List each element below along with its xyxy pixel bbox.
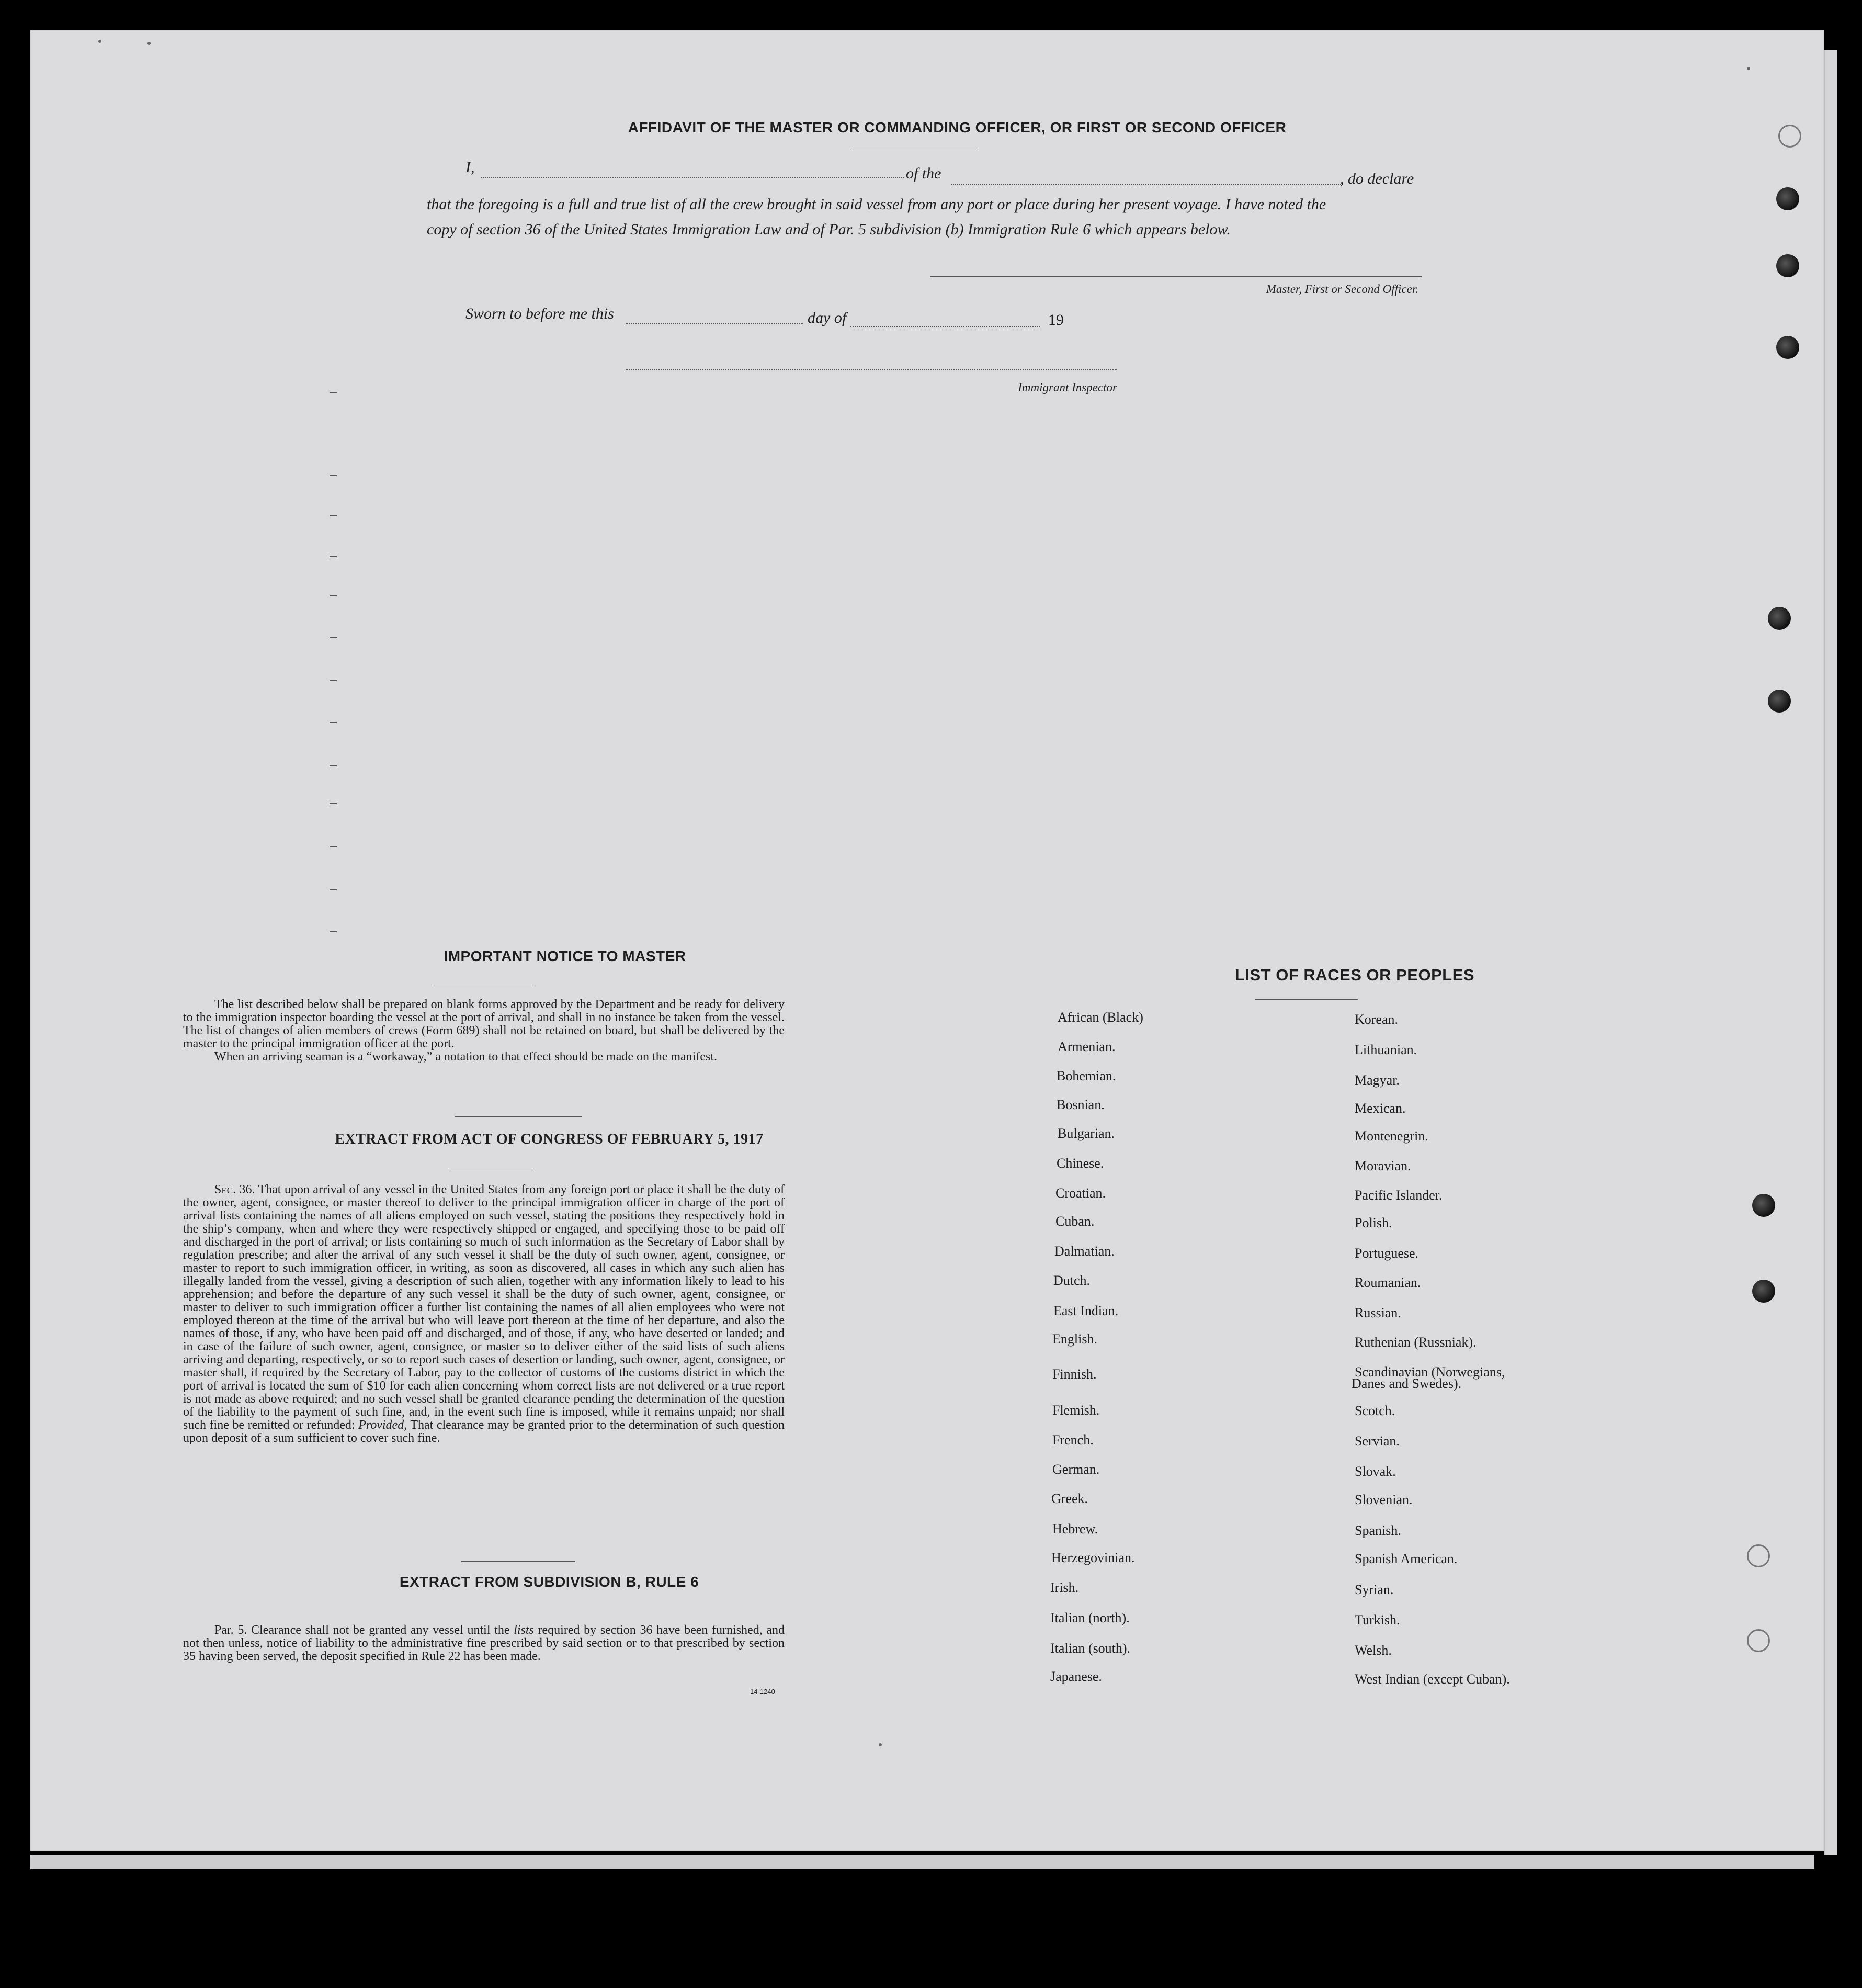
provided-word: Provided,	[358, 1418, 407, 1432]
act-body	[183, 1183, 785, 1445]
margin-tick	[330, 846, 337, 847]
race-item: Syrian.	[1355, 1582, 1394, 1597]
race-item: Welsh.	[1355, 1643, 1392, 1658]
rule-title: EXTRACT FROM SUBDIVISION B, RULE 6	[399, 1574, 699, 1590]
master-signature-line[interactable]	[930, 276, 1422, 277]
race-item: English.	[1052, 1331, 1097, 1347]
race-item: Herzegovinian.	[1051, 1550, 1135, 1565]
inspector-signature-line[interactable]	[626, 369, 1117, 370]
margin-tick	[330, 722, 337, 723]
affidavit-line-3: copy of section 36 of the United States Immigration Law and of Par. 5 subdivision (b) Immigration Rule 6 which appears below.	[427, 221, 1231, 238]
binder-hole	[1778, 125, 1801, 148]
margin-tick	[330, 931, 337, 932]
race-item: Slovak.	[1355, 1464, 1396, 1479]
binder-hole	[1747, 1629, 1770, 1652]
margin-tick	[330, 889, 337, 890]
race-item: Portuguese.	[1355, 1246, 1419, 1261]
margin-tick	[330, 392, 337, 393]
act-text: That upon arrival of any vessel in the United States from any foreign port or place it shall be the duty of the owner, agent, consignee, or master thereof to deliver to the principal immigration officer in charge of the port of arrival lists containing the names of all aliens employed on such vessel, stating the positions they respectively hold in the ship’s company, when and where they were respectively shipped or engaged, and specifying those to be paid off and discharged in the port of arrival; or lists containing so much of such information as the Secretary of Labor shall by regulation prescribe; and after the arrival of any such vessel it shall be the duty of such owner, agent, consignee, or master to report to such immigration officer, in writing, as soon as discovered, all cases in which any such alien has illegally landed from the vessel, giving a description of such alien, together with any information likely to lead to his apprehension; and before the departure of any such vessel it shall be the duty of such owner, agent, consignee, or master to deliver to such immigration officer a further list containing the names of all alien employees who were not employed thereon at the time of the arrival but who will leave port thereon at the time of her departure, and also the names of those, if any, who have been paid off and discharged, and of those, if any, who have deserted or landed; and in case of the failure of such owner, agent, consignee, or master so to deliver either of the said lists of such aliens arriving and departing, respectively, or so to report such cases of desertion or landing, such owner, agent, consignee, or master shall, if required by the Secretary of Labor, pay to the collector of customs of the customs district in which the port of arrival is located the sum of $10 for each alien concerning whom correct lists are not delivered or a true report is not made as above required; and no such vessel shall be granted clearance pending the determination of the question of the liability to the payment of such fine, and, in the event such fine is imposed, while it remains unpaid; nor shall such fine be remitted or refunded:	[183, 1183, 785, 1432]
race-item: Roumanian.	[1355, 1275, 1421, 1290]
race-item: African (Black)	[1058, 1010, 1143, 1025]
margin-tick	[330, 637, 337, 638]
page-bottom-edge	[30, 1855, 1814, 1869]
race-item: Scandinavian (Norwegians,	[1355, 1364, 1505, 1380]
race-item: Montenegrin.	[1355, 1128, 1428, 1144]
binder-hole	[1768, 690, 1791, 713]
race-item: Lithuanian.	[1355, 1042, 1417, 1057]
margin-tick	[330, 515, 337, 516]
margin-tick	[330, 556, 337, 557]
race-item: Irish.	[1050, 1580, 1079, 1595]
name-field-line[interactable]	[481, 177, 904, 178]
race-item: West Indian (except Cuban).	[1355, 1671, 1510, 1687]
race-item: Spanish American.	[1355, 1551, 1458, 1566]
rule-body	[183, 1624, 785, 1663]
race-item: Italian (south).	[1050, 1641, 1131, 1656]
notice-paragraph-1: The list described below shall be prepared on blank forms approved by the Department and be ready for delivery to the immigration inspector boarding the vessel at the port of arrival, and shall in no instance be taken from the vessel. The list of changes of alien members of crews (Form 689) shall not be retained on board, but shall be delivered by the master to the principal immigration officer at the port.	[183, 998, 785, 1051]
race-item: German.	[1052, 1462, 1100, 1477]
binder-hole	[1747, 1544, 1770, 1567]
affidavit-of-the-label: of the	[906, 165, 941, 182]
race-item: French.	[1052, 1432, 1094, 1448]
master-caption: Master, First or Second Officer.	[1266, 283, 1418, 296]
sworn-label: Sworn to before me this	[466, 305, 614, 322]
race-item: Moravian.	[1355, 1158, 1411, 1173]
race-item: Finnish.	[1052, 1366, 1097, 1382]
lists-word: lists	[514, 1623, 534, 1637]
race-item: Magyar.	[1355, 1072, 1400, 1088]
race-item: Cuban.	[1055, 1214, 1095, 1229]
section-divider	[455, 1116, 582, 1117]
notice-title: IMPORTANT NOTICE TO MASTER	[444, 948, 686, 964]
notice-body	[183, 998, 785, 1064]
scan-speck	[98, 40, 101, 43]
race-item: Servian.	[1355, 1433, 1400, 1449]
sworn-day-line[interactable]	[626, 323, 803, 324]
margin-tick	[330, 595, 337, 596]
race-item-continuation: Danes and Swedes).	[1352, 1376, 1462, 1391]
scan-speck	[1747, 67, 1750, 70]
race-item: Russian.	[1355, 1305, 1401, 1320]
race-item: Spanish.	[1355, 1523, 1401, 1538]
sworn-month-line[interactable]	[850, 326, 1040, 327]
race-item: Flemish.	[1052, 1403, 1100, 1418]
act-title: EXTRACT FROM ACT OF CONGRESS OF FEBRUARY 5, 1917	[335, 1131, 764, 1147]
race-item: Dalmatian.	[1054, 1244, 1115, 1259]
section-label: Sec. 36.	[214, 1183, 255, 1196]
races-underline	[1255, 999, 1358, 1000]
rule-text-b: required by section 36 have been furnished, and not then unless, notice of liability to the administrative fine prescribed by said section or to that prescribed by section 35 having been served, the deposit specified in Rule 22 has been made.	[183, 1623, 785, 1663]
binder-hole	[1776, 336, 1799, 359]
vessel-field-line[interactable]	[951, 184, 1343, 185]
section-divider	[461, 1561, 575, 1562]
year-label: 19	[1048, 311, 1064, 329]
race-item: Chinese.	[1057, 1156, 1104, 1171]
affidavit-i-label: I,	[466, 159, 475, 176]
binder-hole	[1752, 1194, 1775, 1217]
act-text-end: That clearance may be granted prior to the determination of such question upon deposit of a sum sufficient to cover such fine.	[183, 1418, 785, 1445]
form-number: 14-1240	[750, 1688, 775, 1696]
race-item: Ruthenian (Russniak).	[1355, 1335, 1477, 1350]
scan-speck	[879, 1743, 882, 1746]
act-paragraph	[183, 1183, 785, 1445]
race-item: Pacific Islander.	[1355, 1188, 1443, 1203]
affidavit-title: AFFIDAVIT OF THE MASTER OR COMMANDING OFFICER, OR FIRST OR SECOND OFFICER	[628, 119, 1287, 135]
rule-paragraph	[183, 1624, 785, 1663]
scan-speck	[147, 42, 151, 45]
notice-paragraph-2: When an arriving seaman is a “workaway,” a notation to that effect should be made on the manifest.	[214, 1050, 717, 1064]
race-item: Mexican.	[1355, 1101, 1406, 1116]
race-item: Bulgarian.	[1058, 1126, 1115, 1141]
race-item: Bohemian.	[1057, 1068, 1116, 1083]
rule-text-a: Par. 5. Clearance shall not be granted any vessel until the	[214, 1623, 510, 1637]
margin-tick	[330, 765, 337, 766]
binder-hole	[1776, 187, 1799, 210]
inspector-caption: Immigrant Inspector	[1018, 381, 1117, 394]
affidavit-line-2: that the foregoing is a full and true list of all the crew brought in said vessel from any port or place during her present voyage. I have noted the	[427, 196, 1326, 213]
race-item: Polish.	[1355, 1215, 1392, 1230]
margin-tick	[330, 803, 337, 804]
race-item: Armenian.	[1058, 1039, 1116, 1054]
race-item: Japanese.	[1050, 1669, 1102, 1684]
race-item: Dutch.	[1053, 1273, 1091, 1288]
race-item: Croatian.	[1055, 1185, 1106, 1201]
race-item: Scotch.	[1355, 1403, 1395, 1418]
race-item: East Indian.	[1053, 1303, 1119, 1318]
day-of-label: day of	[808, 309, 847, 326]
binder-strip	[1824, 50, 1837, 1855]
race-item: Turkish.	[1355, 1612, 1400, 1628]
races-title: LIST OF RACES OR PEOPLES	[1234, 966, 1475, 984]
binder-hole	[1752, 1280, 1775, 1303]
margin-tick	[330, 475, 337, 476]
binder-hole	[1776, 254, 1799, 277]
race-item: Korean.	[1355, 1012, 1399, 1027]
race-item: Slovenian.	[1355, 1492, 1413, 1507]
margin-tick	[330, 680, 337, 681]
race-item: Greek.	[1051, 1491, 1088, 1506]
race-item: Italian (north).	[1050, 1610, 1130, 1625]
race-item: Bosnian.	[1057, 1097, 1105, 1112]
race-item: Hebrew.	[1052, 1521, 1098, 1537]
affidavit-declare-label: , do declare	[1340, 170, 1414, 187]
binder-hole	[1768, 607, 1791, 630]
